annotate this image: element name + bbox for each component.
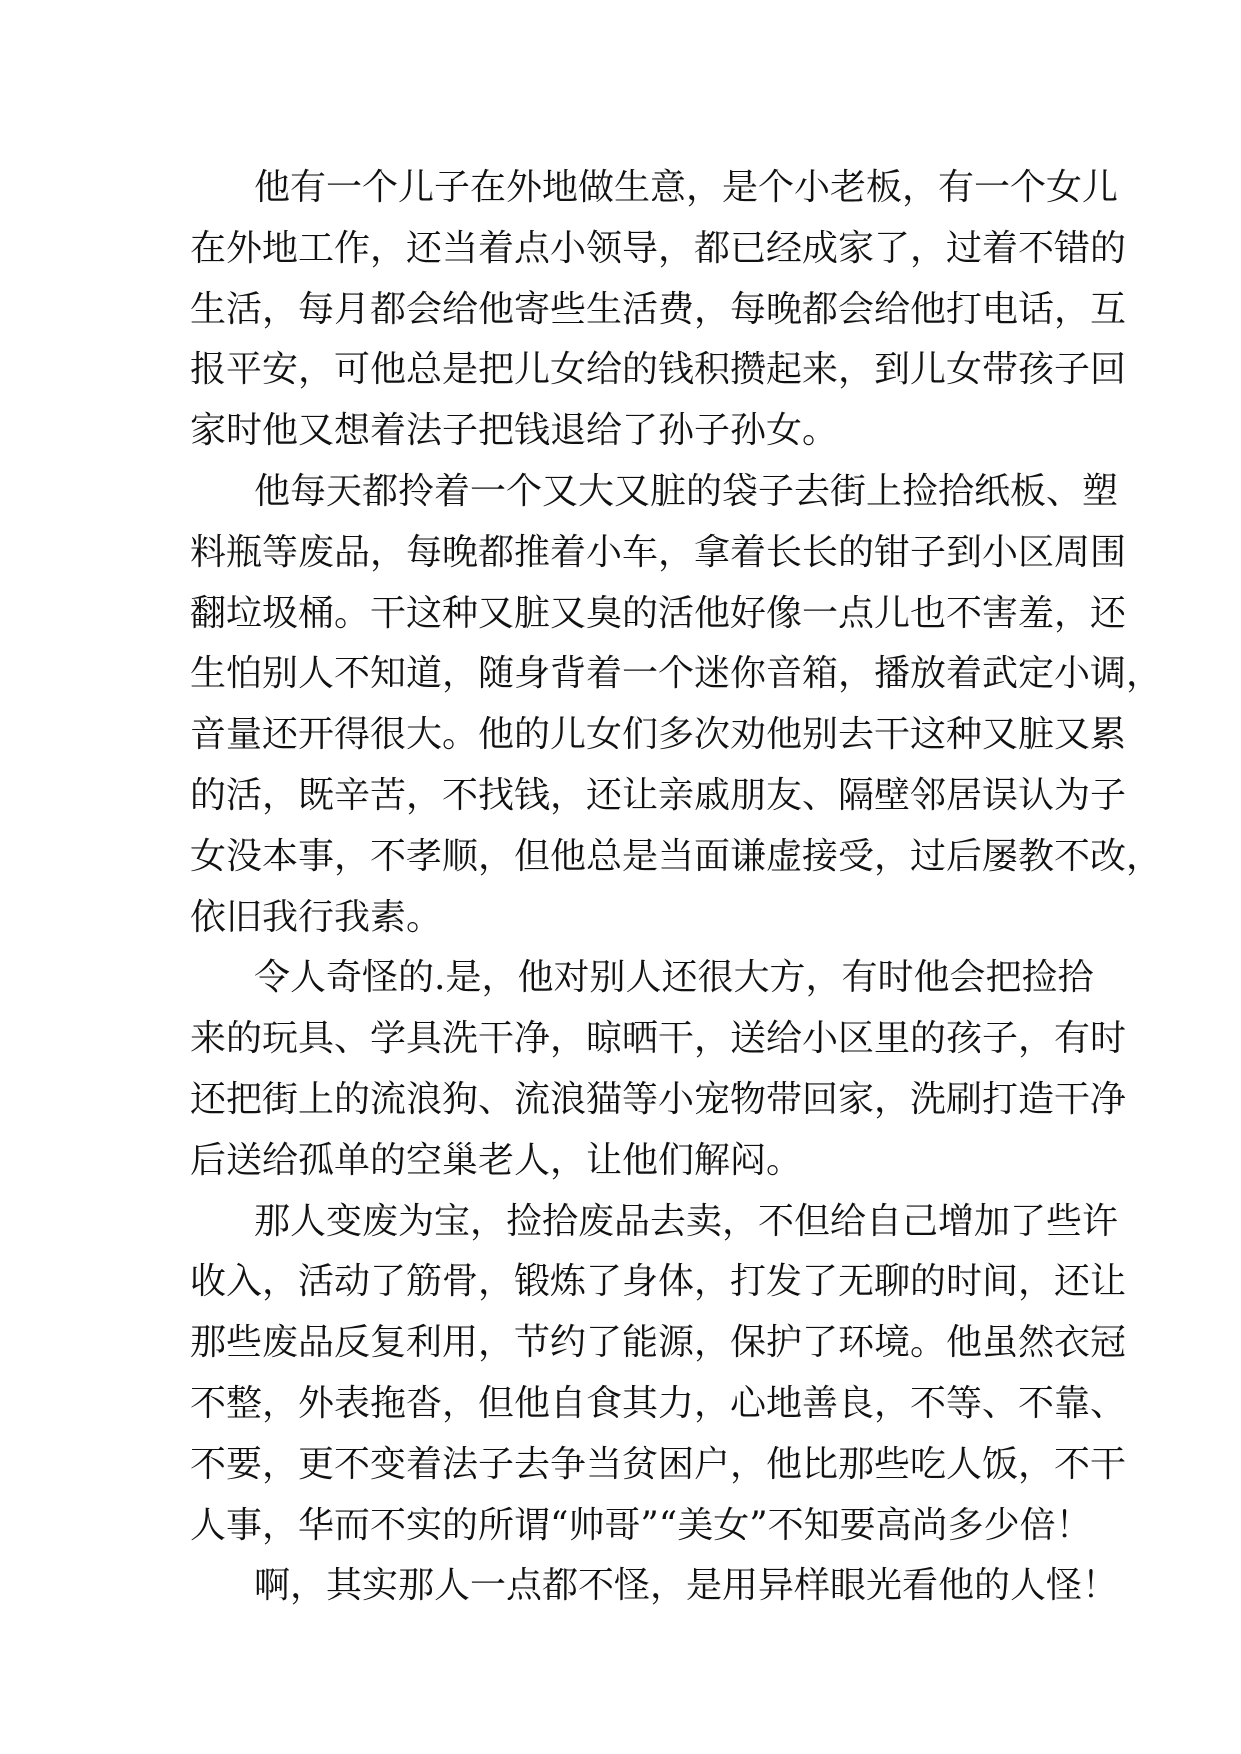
text-line: 他每天都拎着一个又大又脏的袋子去街上捡拾纸板、塑 <box>254 470 1119 512</box>
text-line: 不整，外表拖沓，但他自食其力，心地善良，不等、不靠、 <box>190 1382 1127 1424</box>
text-line: 来的玩具、学具洗干净，晾晒干，送给小区里的孩子，有时 <box>190 1018 1127 1060</box>
text-line: 料瓶等废品，每晚都推着小车，拿着长长的钳子到小区周围 <box>190 531 1127 573</box>
text-line: 生活，每月都会给他寄些生活费，每晚都会给他打电话，互 <box>190 288 1127 330</box>
text-line: 那人变废为宝，捡拾废品去卖，不但给自己增加了些许 <box>254 1200 1119 1242</box>
text-line: 令人奇怪的.是，他对别人还很大方，有时他会把捡拾 <box>254 957 1094 999</box>
text-line: 的活，既辛苦，不找钱，还让亲戚朋友、隔壁邻居误认为子 <box>190 774 1127 816</box>
text-line: 还把街上的流浪狗、流浪猫等小宠物带回家，洗刷打造干净 <box>190 1078 1127 1120</box>
text-line: 他有一个儿子在外地做生意，是个小老板，有一个女儿 <box>254 167 1119 208</box>
paragraph-2 <box>190 462 1163 948</box>
paragraph-3 <box>190 948 1127 1191</box>
text-line: 翻垃圾桶。干这种又脏又臭的活他好像一点儿也不害羞，还 <box>190 592 1127 634</box>
paragraph-5 <box>190 1556 1119 1617</box>
text-line: 生怕别人不知道，随身背着一个迷你音箱，播放着武定小调， <box>190 653 1163 695</box>
document-body <box>190 158 1163 1617</box>
text-line: 家时他又想着法子把钱退给了孙子孙女。 <box>190 410 839 452</box>
text-line: 不要，更不变着法子去争当贫困户，他比那些吃人饭，不干 <box>190 1443 1127 1485</box>
text-line: 音量还开得很大。他的儿女们多次劝他别去干这种又脏又累 <box>190 714 1127 756</box>
paragraph-1 <box>190 158 1127 462</box>
text-line: 依旧我行我素。 <box>190 896 443 938</box>
text-line: 女没本事，不孝顺，但他总是当面谦虚接受，过后屡教不改， <box>190 835 1163 877</box>
text-line: 那些废品反复利用，节约了能源，保护了环境。他虽然衣冠 <box>190 1322 1127 1364</box>
text-line: 报平安，可他总是把儿女给的钱积攒起来，到儿女带孩子回 <box>190 349 1127 391</box>
text-line: 收入，活动了筋骨，锻炼了身体，打发了无聊的时间，还让 <box>190 1261 1127 1303</box>
text-line: 啊，其实那人一点都不怪，是用异样眼光看他的人怪！ <box>254 1565 1119 1607</box>
text-line: 在外地工作，还当着点小领导，都已经成家了，过着不错的 <box>190 227 1127 269</box>
text-line: 人事，华而不实的所谓“帅哥”“美女”不知要高尚多少倍！ <box>190 1504 1092 1546</box>
paragraph-4 <box>190 1192 1127 1557</box>
text-line: 后送给孤单的空巢老人，让他们解闷。 <box>190 1139 803 1181</box>
